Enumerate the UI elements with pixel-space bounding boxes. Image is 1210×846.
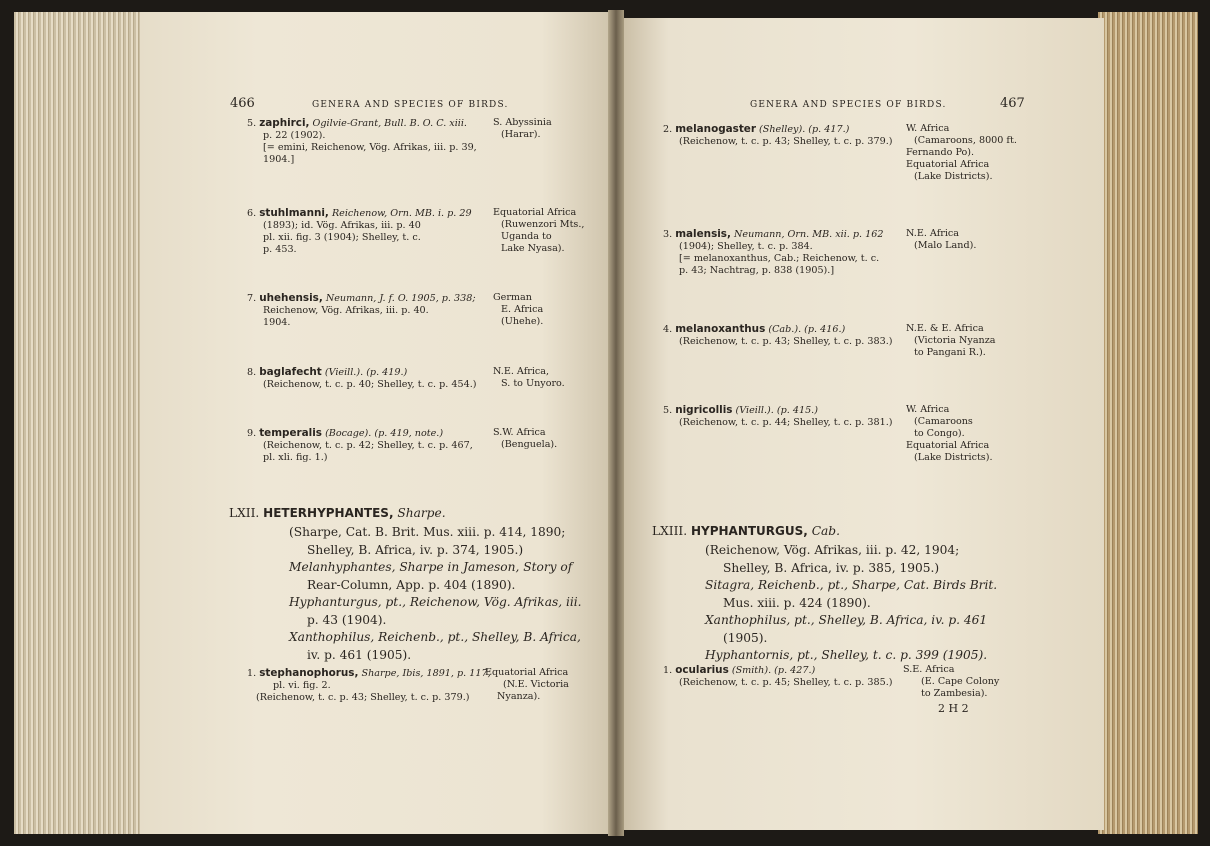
synonymy-line: (Reichenow, Vög. Afrikas, iii. p. 42, 1904; [705,543,960,557]
locality-line: N.E. Africa [906,228,959,239]
genus-number: LXII. [229,506,260,520]
locality [493,292,543,328]
citation-line: pl. xli. fig. 1.) [263,452,328,463]
species-entry [247,366,476,391]
page-number-right: 467 [1000,96,1025,111]
species-entry [663,323,892,348]
species-entry [247,427,473,464]
locality-line: S.W. Africa [493,427,546,438]
synonymy-line: Mus. xiii. p. 424 (1890). [723,595,871,610]
locality-line: N.E. Africa, [493,366,550,377]
synonymy-line: Sitagra, Reichenb., pt., Sharpe, Cat. Birds Brit. [705,578,998,592]
species-entry-left-last [247,667,491,704]
locality [906,123,1017,183]
synonymy-line: Rear-Column, App. p. 404 (1890). [307,577,516,592]
locality-right-last [903,664,999,700]
species-number: 5. [247,118,257,129]
citation-line: Reichenow, Orn. MB. i. p. 29 [331,208,472,219]
species-entry [247,292,476,329]
locality-line: (E. Cape Colony [921,676,1000,687]
species-name: uhehensis, [259,292,323,304]
species-entry-right-last [663,664,892,689]
locality-line: Fernando Po). [906,147,975,158]
citation-line: (Reichenow, t. c. p. 44; Shelley, t. c. p. 381.) [679,417,893,428]
synonymy-line: Xanthophilus, pt., Shelley, B. Africa, iv. p. 461 [705,613,988,627]
locality-line: to Pangani R.). [914,347,986,358]
citation-line: (Reichenow, t. c. p. 42; Shelley, t. c. p. 467, [263,440,473,451]
locality-line: N.E. & E. Africa [906,323,984,334]
locality [493,117,552,141]
species-name: stuhlmanni, [259,207,329,219]
citation-line: (Bocage). (p. 419, note.) [325,428,444,439]
species-name: zaphirci, [259,117,310,129]
synonymy-line: (Sharpe, Cat. B. Brit. Mus. xiii. p. 414, 1890; [289,525,566,539]
locality-line: German [493,292,532,303]
locality-line: Equatorial Africa [493,207,577,218]
locality-line: W. Africa [906,123,950,134]
citation-line: Reichenow, Vög. Afrikas, iii. p. 40. [263,305,429,316]
synonymy-line: (1905). [723,630,768,645]
locality-line: (Uhehe). [501,316,544,327]
species-name: melanogaster [675,123,756,135]
genus-heading-lxiii [652,523,840,541]
citation-line: (Shelley). (p. 417.) [759,124,850,135]
citation-line: 1904.] [263,154,295,165]
citation-line: (Vieill.). (p. 419.) [324,367,408,378]
citation-line: p. 453. [263,244,297,255]
locality-line: E. Africa [501,304,544,315]
locality-line: S.E. Africa [903,664,955,675]
citation-line: (Reichenow, t. c. p. 45; Shelley, t. c. p. 385.) [679,677,893,688]
genus-name: HETERHYPHANTES, [263,506,394,520]
species-number: 2. [663,124,673,135]
citation-line: pl. vi. fig. 2. [273,680,331,691]
citation-line: (Smith). (p. 427.) [731,665,816,676]
locality-line: (Victoria Nyanza [914,335,996,346]
species-number: 9. [247,428,257,439]
citation-line: (1893); id. Vög. Afrikas, iii. p. 40 [263,220,421,231]
locality-line: (Lake Districts). [914,452,993,463]
locality [906,404,993,464]
citation-line: p. 22 (1902). [263,130,326,141]
citation-line: Neumann, J. f. O. 1905, p. 338; [325,293,476,304]
locality-line: (Benguela). [501,439,558,450]
synonymy-line: Xanthophilus, Reichenb., pt., Shelley, B. Africa, [289,630,581,644]
synonymy-line: Shelley, B. Africa, iv. p. 385, 1905.) [723,560,940,575]
synonymy-line: Hyphantornis, pt., Shelley, t. c. p. 399 (1905). [705,648,988,662]
locality-line: S. Abyssinia [493,117,552,128]
citation-line: (Reichenow, t. c. p. 43; Shelley, t. c. p. 379.) [679,136,893,147]
citation-line: Ogilvie-Grant, Bull. B. O. C. xiii. [312,118,467,129]
species-name: melanoxanthus [675,323,766,335]
citation-line: pl. xii. fig. 3 (1904); Shelley, t. c. [263,232,421,243]
locality-line: Lake Nyasa). [501,243,565,254]
citation-line: 1904. [263,317,291,328]
species-entry [663,404,892,429]
locality [493,427,557,451]
locality-line: Uganda to [501,231,552,242]
citation-line: (1904); Shelley, t. c. p. 384. [679,241,813,252]
synonymy-line: Hyphanturgus, pt., Reichenow, Vög. Afrikas, iii. [289,595,582,609]
species-number: 8. [247,367,257,378]
right-page-edges [1098,12,1198,834]
locality-line: (Lake Districts). [914,171,993,182]
synonymy-line: p. 43 (1904). [307,612,387,627]
locality-line: (Camaroons, 8000 ft. [914,135,1017,146]
locality [906,323,996,359]
book-gutter [608,10,624,836]
left-page-edges [14,12,149,834]
species-name: nigricollis [675,404,733,416]
species-name: ocularius [675,664,729,676]
species-entry [663,228,883,277]
locality-line: (Camaroons [914,416,973,427]
locality-line: Nyanza). [497,691,541,702]
locality-line: Equatorial Africa [906,440,990,451]
genus-author: Cab. [811,524,840,538]
locality-line: (N.E. Victoria [503,679,569,690]
locality-line: Equatorial Africa [485,667,569,678]
locality-line: to Congo). [914,428,965,439]
citation-line: p. 43; Nachtrag, p. 838 (1905).] [679,265,835,276]
synonymy-line: iv. p. 461 (1905). [307,647,412,662]
genus-synonymy-lxiii [705,542,997,665]
citation-line: Sharpe, Ibis, 1891, p. 117, [361,668,491,679]
locality [493,207,584,255]
species-number: 7. [247,293,257,304]
species-number: 6. [247,208,257,219]
locality [906,228,976,252]
species-number: 1. [663,665,673,676]
citation-line: (Vieill.). (p. 415.) [735,405,818,416]
locality-line: (Ruwenzori Mts., [501,219,585,230]
species-number: 3. [663,229,673,240]
citation-line: (Reichenow, t. c. p. 40; Shelley, t. c. p. 454.) [263,379,477,390]
locality-line: (Harar). [501,129,541,140]
species-number: 1. [247,668,257,679]
species-number: 4. [663,324,673,335]
locality-left-last [485,667,569,703]
species-entry [247,117,477,166]
running-header-right: GENERA AND SPECIES OF BIRDS. [750,100,947,110]
citation-line: [= emini, Reichenow, Vög. Afrikas, iii. p. 39, [263,142,477,153]
locality [493,366,565,390]
species-name: stephanophorus, [259,667,359,679]
running-header-left: GENERA AND SPECIES OF BIRDS. [312,100,509,110]
genus-name: HYPHANTURGUS, [690,524,808,538]
synonymy-line: Melanhyphantes, Sharpe in Jameson, Story of [289,560,573,574]
genus-number: LXIII. [652,524,688,538]
locality-line: (Malo Land). [914,240,977,251]
signature-mark: 2 H 2 [938,702,969,715]
species-name: temperalis [259,427,322,439]
species-entry [247,207,472,256]
locality-line: S. to Unyoro. [501,378,565,389]
synonymy-line: Shelley, B. Africa, iv. p. 374, 1905.) [307,542,524,557]
citation-line: (Reichenow, t. c. p. 43; Shelley, t. c. p. 383.) [679,336,893,347]
citation-line: Neumann, Orn. MB. xii. p. 162 [734,229,884,240]
locality-line: to Zambesia). [921,688,988,699]
citation-line: [= melanoxanthus, Cab.; Reichenow, t. c. [679,253,880,264]
citation-line: (Cab.). (p. 416.) [768,324,846,335]
genus-author: Sharpe. [397,506,446,520]
citation-line: (Reichenow, t. c. p. 43; Shelley, t. c. p. 379.) [256,692,470,703]
species-number: 5. [663,405,673,416]
species-name: baglafecht [259,366,322,378]
genus-heading-lxii [229,505,446,523]
locality-line: Equatorial Africa [906,159,990,170]
locality-line: W. Africa [906,404,950,415]
page-number-left: 466 [230,96,255,111]
species-name: malensis, [675,228,731,240]
species-entry [663,123,892,148]
genus-synonymy-lxii [289,524,582,664]
